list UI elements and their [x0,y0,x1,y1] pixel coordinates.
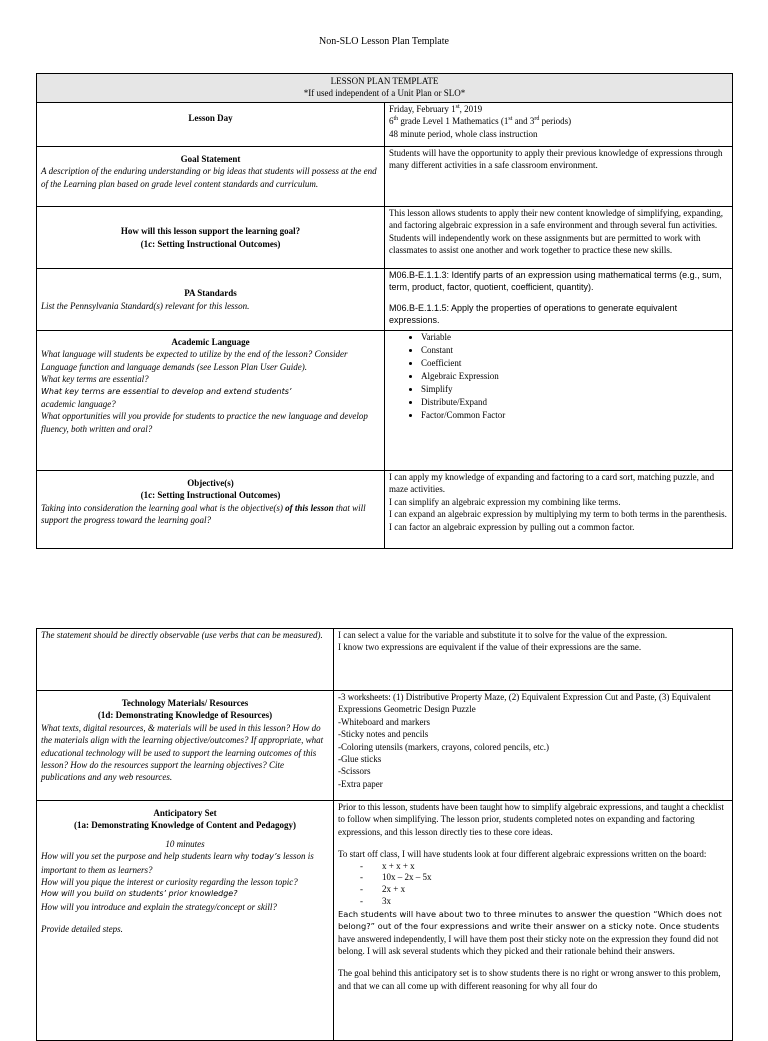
academic-language-q3b: academic language? [41,399,116,410]
anticipatory-label-cell [37,801,334,1041]
objectives-content [385,471,733,549]
expression-item: - 3x [360,896,728,908]
lesson-plan-table-2 [36,628,733,1041]
anticipatory-paragraph: The goal behind this anticipatory set is to show students there is no right or wrong answer to this problem, and that we can all come up with different reasoning for why all four do [338,968,721,991]
support-goal-sublabel: (1c: Setting Instructional Outcomes) [140,238,281,249]
expression-item: - 10x – 2x – 5x [360,872,728,884]
key-term: • Constant [421,344,728,357]
lesson-day-content [385,103,733,147]
objectives-label-cell [37,471,385,549]
goal-statement-label: Goal Statement [180,154,241,164]
academic-language-q4: What opportunities will you provide for students to practice the new language and develop fluency, both written and oral? [41,411,368,434]
academic-language-terms-cell [385,331,733,471]
pa-standard-2: M06.B-E.1.1.5: Apply the properties of operations to generate equivalent expressions. [389,302,678,326]
anticipatory-q1: How will you set the purpose and help students learn why today’s lesson is important to them as learners? [41,851,314,875]
resource-item: -Sticky notes and pencils [338,729,429,740]
anticipatory-q2: How will you pique the interest or curiosity regarding the lesson topic? [41,877,298,888]
objectives-sublabel: (1c: Setting Instructional Outcomes) [140,490,281,501]
lesson-day-label: Lesson Day [188,113,233,123]
lesson-period: 48 minute period, whole class instruction [389,128,538,139]
goal-statement-description: A description of the enduring understanding or big ideas that students will possess at the end of the Learning plan based on grade level content standards and curriculum. [41,166,377,189]
lesson-plan-table-1 [36,73,733,549]
anticipatory-paragraph: Prior to this lesson, students have been taught how to simplify algebraic expressions, and taught a checklist to follow when simplifying. The lesson prior, students completed notes on expanding and factoring expressions, and this lesson directly ties to these core ideas. [338,802,724,837]
key-terms-list [389,331,728,422]
academic-language-q2: What key terms are essential? [41,374,149,385]
anticipatory-q3: How will you build on students’ prior knowledge? [41,889,238,899]
objective-item: I can apply my knowledge of expanding and factoring to a card sort, matching puzzle, and maze activities. [389,472,715,495]
resource-item: -Coloring utensils (markers, crayons, colored pencils, etc.) [338,741,549,752]
objectives-description: Taking into consideration the learning goal what is the objective(s) of this lesson that will support the progress toward the learning goal? [41,502,366,526]
technology-description: What texts, digital resources, & materials will be used in this lesson? How do the materials align with the learning objective/outcomes? If appropriate, what educational technology will be used to support the learning outcomes of this lesson? How do the resources support the learning objectives? Cite publications and any web resources. [41,722,324,783]
technology-content [334,691,733,801]
plan-title: LESSON PLAN TEMPLATE [330,76,439,86]
expression-item: - 2x + x [360,884,728,896]
observable-content [334,629,733,691]
pa-standard-1: M06.B-E.1.1.3: Identify parts of an expression using mathematical terms (e.g., sum, term, product, factor, quotient, coefficient, quantity). [389,270,722,293]
technology-sublabel: (1d: Demonstrating Knowledge of Resources) [97,710,273,721]
anticipatory-content [334,801,733,1041]
lesson-date: Friday, February 1st, 2019 [389,104,483,114]
academic-language-q3: What key terms are essential to develop and extend students’ [41,386,292,396]
objective-item: I can factor an algebraic expression by pulling out a common factor. [389,521,635,532]
anticipatory-q4: How will you introduce and explain the strategy/concept or skill? [41,901,277,912]
pa-standards-label: PA Standards [184,288,237,299]
observable-description-cell [37,629,334,691]
key-term: • Variable [421,331,728,344]
plan-title-cell [37,74,733,103]
key-term: • Algebraic Expression [421,370,728,383]
objectives-label: Objective(s) [187,478,234,488]
anticipatory-minutes: 10 minutes [165,838,205,849]
resource-item: -Whiteboard and markers [338,716,430,727]
academic-language-label: Academic Language [171,337,250,347]
goal-statement-label-cell [37,147,385,207]
support-goal-label-cell [37,207,385,269]
lesson-day-label-cell [37,103,385,147]
support-goal-label: How will this lesson support the learning goal? [120,226,301,237]
resource-item: -Extra paper [338,778,383,789]
technology-label-cell [37,691,334,801]
academic-language-label-cell [37,331,385,471]
goal-statement-content: Students will have the opportunity to apply their previous knowledge of expressions through many different activities in a safe classroom environment. [385,147,733,207]
pa-standards-content [385,269,733,331]
expression-item: - x + x + x [360,861,728,873]
resource-item: -Scissors [338,766,371,777]
key-term: • Coefficient [421,357,728,370]
resource-item: -Glue sticks [338,754,382,765]
pa-standards-description: List the Pennsylvania Standard(s) relevant for this lesson. [41,300,250,311]
anticipatory-paragraph: Each students will have about two to three minutes to answer the question “Which does not belong?” out of the four expressions and write their answer on a sticky note. Once students [338,908,722,932]
expressions-list [338,861,728,908]
anticipatory-sublabel: (1a: Demonstrating Knowledge of Content and Pedagogy) [74,820,296,831]
observable-item: I know two expressions are equivalent if the value of their expressions are the same. [338,642,642,653]
observable-item: I can select a value for the variable and substitute it to solve for the value of the expression. [338,630,668,640]
plan-subtitle: *If used independent of a Unit Plan or SLO* [303,88,466,99]
observable-description: The statement should be directly observable (use verbs that can be measured). [41,630,323,640]
anticipatory-paragraph: To start off class, I will have students look at four different algebraic expressions written on the board: [338,849,707,860]
anticipatory-paragraph: have answered independently, I will have them post their sticky note on the expression they found did not belong. I will ask several students which they picked and their rationale behind their answers. [338,933,719,957]
anticipatory-q5: Provide detailed steps. [41,924,123,935]
lesson-grade: 6th grade Level 1 Mathematics (1st and 3rd periods) [389,116,572,127]
anticipatory-label: Anticipatory Set [153,808,217,818]
page-header: Non-SLO Lesson Plan Template [319,36,449,47]
academic-language-q1: What language will students be expected to utilize by the end of the lesson? Consider Language function and language demands (see Lesson Plan User Guide). [41,349,348,372]
resource-item: -3 worksheets: (1) Distributive Property Maze, (2) Equivalent Expression Cut and Paste, (3) Equivalent Expressions Geometric Design Puzzle [338,692,711,715]
technology-label: Technology Materials/ Resources [121,698,249,708]
key-term: • Distribute/Expand [421,396,728,409]
objective-item: I can expand an algebraic expression by multiplying my term to both terms in the parenthesis. [389,509,727,520]
objective-item: I can simplify an algebraic expression my combining like terms. [389,496,621,507]
key-term: • Simplify [421,383,728,396]
pa-standards-label-cell [37,269,385,331]
support-goal-content: This lesson allows students to apply their new content knowledge of simplifying, expanding, and factoring algebraic expression in a safe environment and through several fun activities. Students will independently work on these assignments but are permitted to work with classmates to assist one another and work together to practice these new skills. [385,207,733,269]
key-term: • Factor/Common Factor [421,409,728,422]
